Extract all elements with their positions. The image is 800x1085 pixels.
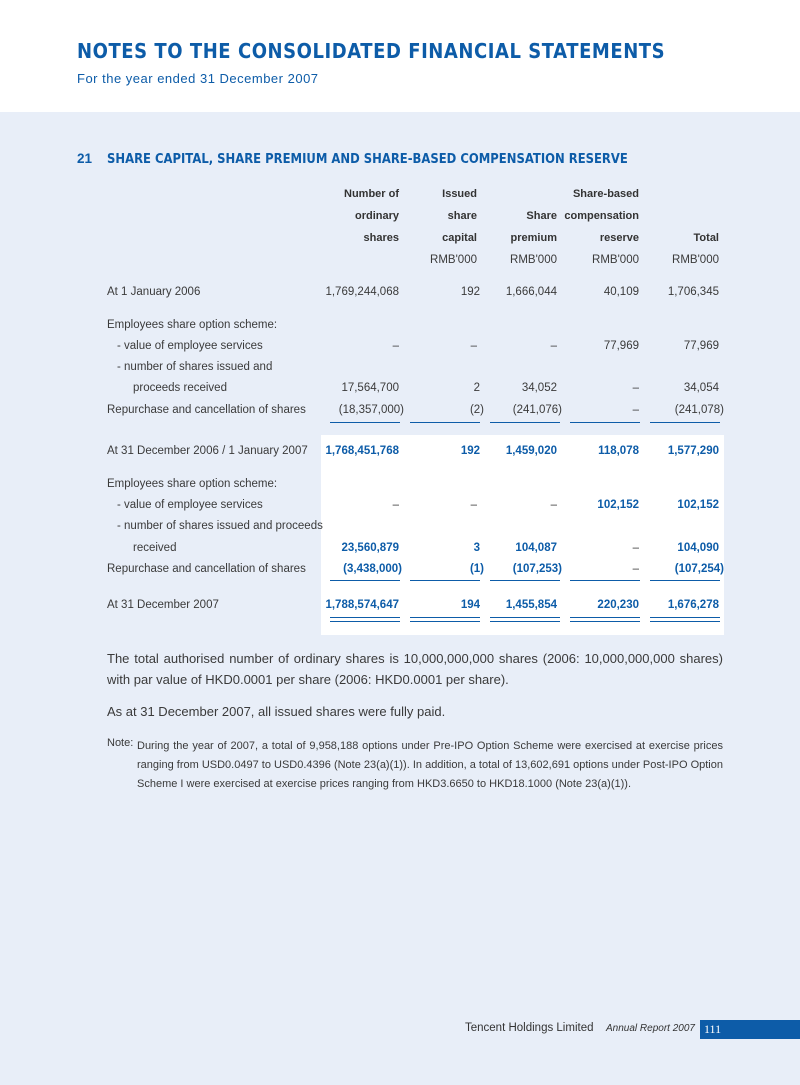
total-rule xyxy=(490,621,560,622)
total-rule xyxy=(330,621,400,622)
subtotal-rule xyxy=(490,580,560,581)
col-premium-header-2: premium xyxy=(510,232,557,244)
subtotal-rule xyxy=(490,422,560,423)
unit-label: RMB'000 xyxy=(592,254,639,266)
col-capital-header-1: Issued xyxy=(442,188,477,200)
subtotal-rule xyxy=(330,422,400,423)
table-cell: – xyxy=(550,340,557,352)
table-cell: 192 xyxy=(460,286,480,298)
row-label: At 31 December 2006 / 1 January 2007 xyxy=(107,445,308,457)
table-cell: 3 xyxy=(473,542,480,554)
row-label: - value of employee services xyxy=(117,340,263,352)
table-cell: 118,078 xyxy=(598,445,639,457)
table-cell: 104,087 xyxy=(515,542,557,554)
table-cell: – xyxy=(632,563,639,575)
footer-company: Tencent Holdings Limited xyxy=(465,1022,594,1034)
table-cell: – xyxy=(632,404,639,416)
row-label: received xyxy=(133,542,177,554)
table-cell: 1,577,290 xyxy=(667,445,719,457)
total-rule xyxy=(490,617,560,618)
total-rule xyxy=(410,617,480,618)
row-label: - number of shares issued and proceeds xyxy=(117,520,323,532)
table-cell: – xyxy=(392,340,399,352)
table-cell: 220,230 xyxy=(597,599,639,611)
row-label: - value of employee services xyxy=(117,499,263,511)
subtotal-rule xyxy=(650,422,720,423)
page-number: 111 xyxy=(704,1022,722,1036)
row-label: Repurchase and cancellation of shares xyxy=(107,404,306,416)
total-rule xyxy=(570,621,640,622)
col-reserve-header-2: compensation xyxy=(564,210,639,222)
table-cell: 34,052 xyxy=(521,382,557,394)
table-cell: 194 xyxy=(460,599,480,611)
col-shares-header-2: ordinary xyxy=(354,210,399,222)
table-cell: 1,768,451,768 xyxy=(325,445,399,457)
unit-label: RMB'000 xyxy=(430,254,477,266)
unit-label: RMB'000 xyxy=(510,254,557,266)
table-cell: (107,253) xyxy=(512,563,562,575)
section-title: SHARE CAPITAL, SHARE PREMIUM AND SHARE-BASED COMPENSATION RESERVE xyxy=(107,151,628,167)
col-shares-header-1: Number of xyxy=(344,188,399,200)
table-cell: 34,054 xyxy=(683,382,719,394)
section-number: 21 xyxy=(77,151,93,166)
row-label: Employees share option scheme: xyxy=(107,478,278,490)
table-cell: – xyxy=(550,499,557,511)
table-cell: 1,455,854 xyxy=(505,599,557,611)
table-cell: 102,152 xyxy=(597,499,639,511)
table-cell: (18,357,000) xyxy=(338,404,404,416)
page-header xyxy=(0,0,800,112)
table-cell: – xyxy=(632,542,639,554)
col-capital-header-3: capital xyxy=(442,232,477,244)
subtotal-rule xyxy=(410,422,480,423)
table-cell: (2) xyxy=(469,404,484,416)
col-total-header: Total xyxy=(693,232,719,244)
table-cell: 1,459,020 xyxy=(505,445,557,457)
table-cell: (241,076) xyxy=(512,404,562,416)
col-reserve-header-1: Share-based xyxy=(572,188,639,200)
table-cell: 1,788,574,647 xyxy=(325,599,399,611)
authorised-shares-paragraph: The total authorised number of ordinary shares is 10,000,000,000 shares (2006: 10,000,000,000 shares) with par value of HKD0.0001 per share (2006: HKD0.0001 per share). xyxy=(107,651,723,687)
table-cell: 2 xyxy=(473,382,480,394)
col-capital-header-2: share xyxy=(447,210,477,222)
note-label: Note: xyxy=(107,737,134,749)
table-cell: (3,438,000) xyxy=(343,563,402,575)
table-cell: – xyxy=(632,382,639,394)
col-reserve-header-3: reserve xyxy=(599,232,639,244)
col-shares-header-3: shares xyxy=(363,232,399,244)
row-label: At 1 January 2006 xyxy=(107,286,201,298)
table-cell: (1) xyxy=(469,563,484,575)
table-cell: 1,706,345 xyxy=(667,286,719,298)
row-label: proceeds received xyxy=(133,382,227,394)
note-text: During the year of 2007, a total of 9,958,188 options under Pre-IPO Option Scheme were exercised at exercise prices ranging from USD0.0497 to USD0.4396 (Note 23(a)(1)). In addition, a total of 13,602,691 options under Post-IPO Option Scheme I were exercised at exercise prices ranging from HKD3.6650 to HKD18.1000 (Note 23(a)(1)). xyxy=(137,740,723,790)
table-cell: – xyxy=(470,340,477,352)
table-cell: – xyxy=(470,499,477,511)
subtotal-rule xyxy=(330,580,400,581)
col-premium-header-1: Share xyxy=(526,210,557,222)
table-cell: 17,564,700 xyxy=(341,382,399,394)
table-cell: – xyxy=(392,499,399,511)
table-cell: 77,969 xyxy=(683,340,719,352)
row-label: At 31 December 2007 xyxy=(107,599,219,611)
unit-label: RMB'000 xyxy=(672,254,719,266)
page-subtitle: For the year ended 31 December 2007 xyxy=(77,71,319,86)
total-rule xyxy=(410,621,480,622)
total-rule xyxy=(650,617,720,618)
fully-paid-paragraph: As at 31 December 2007, all issued shares were fully paid. xyxy=(107,704,446,719)
subtotal-rule xyxy=(410,580,480,581)
table-cell: 1,676,278 xyxy=(667,599,719,611)
total-rule xyxy=(570,617,640,618)
total-rule xyxy=(650,621,720,622)
table-cell: 104,090 xyxy=(677,542,719,554)
page-title: NOTES TO THE CONSOLIDATED FINANCIAL STATEMENTS xyxy=(77,39,666,63)
subtotal-rule xyxy=(570,580,640,581)
table-cell: 40,109 xyxy=(603,286,639,298)
row-label: Employees share option scheme: xyxy=(107,319,278,331)
table-cell: 77,969 xyxy=(603,340,639,352)
row-label: Repurchase and cancellation of shares xyxy=(107,563,306,575)
table-cell: (107,254) xyxy=(674,563,724,575)
table-cell: 1,769,244,068 xyxy=(325,286,399,298)
subtotal-rule xyxy=(650,580,720,581)
table-cell: 102,152 xyxy=(677,499,719,511)
table-cell: (241,078) xyxy=(674,404,724,416)
subtotal-rule xyxy=(570,422,640,423)
table-cell: 192 xyxy=(460,445,480,457)
table-cell: 23,560,879 xyxy=(341,542,399,554)
total-rule xyxy=(330,617,400,618)
footer-report: Annual Report 2007 xyxy=(606,1023,695,1034)
table-cell: 1,666,044 xyxy=(505,286,557,298)
row-label: - number of shares issued and xyxy=(117,361,273,373)
